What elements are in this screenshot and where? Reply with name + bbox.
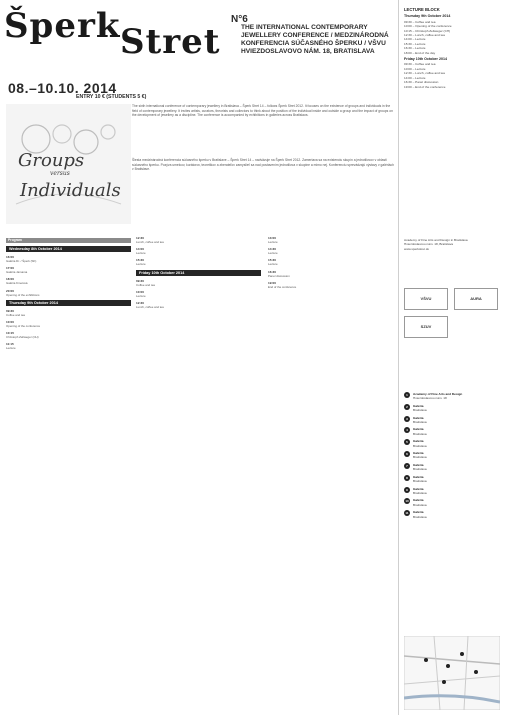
venue-title: Galéria [413,403,424,408]
program-item [268,258,396,266]
program-item [6,255,131,263]
venue-number: 8 [404,475,410,481]
sponsor-logo: AURA [454,288,498,310]
venue-entry [404,487,501,496]
sponsor-logo: SZUV [404,316,448,338]
venue-entry [404,463,501,472]
item-text: Lecture [136,293,146,298]
item-text: Galéria Kmetová [6,281,28,286]
program-item [136,301,261,309]
sidebar [398,0,505,715]
item-time: 16:30 [268,269,276,274]
venue-number: 5 [404,439,410,445]
item-text: Lunch, coffee and tea [136,305,164,310]
venue-number: 2 [404,404,410,410]
program-item [268,236,396,244]
schedule-line: 18:00 – End of the day [404,50,436,55]
day-header: Wednesday 8th October 2014 [6,246,131,252]
item-text: Lecture [268,262,278,267]
schedule-line: 10:00 – Lecture [404,66,426,71]
item-time: 16:00 [6,255,14,259]
item-text: Opening of the conference [6,324,41,329]
item-time: 11:15 [6,342,14,347]
program-column-1 [6,236,131,354]
program-item [6,266,131,274]
venue-number: 6 [404,451,410,457]
sponsor-logo: VŠVU [404,288,448,310]
program-item [136,290,261,298]
venue-title: Galéria [413,462,424,467]
venue-number: 7 [404,463,410,469]
theme-word-individuals: Individuals [20,180,121,201]
venue-entry [404,475,501,484]
schedule-line: 10:15 – Christoph Zellweger (CH) [404,28,451,33]
schedule-line: 12:30 – Lunch, coffee and tea [404,33,445,38]
item-time: 10:00 [6,319,14,324]
venue-title: Galéria [413,451,424,456]
item-text: Christoph Zellweger (CH) [6,335,39,340]
item-text: Lecture [6,346,16,351]
item-text: Galéria Jamama [6,270,28,275]
item-time: 09:30 [136,278,144,283]
sidebar-day: Friday 10th October 2014 [404,57,447,62]
day-header: Friday 10th October 2014 [136,270,261,276]
item-time: 15:30 [136,258,144,263]
item-text: Panel discussion [268,273,290,278]
venue-entry [404,451,501,460]
venue-entry [404,498,501,507]
program-column-2 [136,236,261,312]
venue-address: Bratislava [413,443,427,448]
schedule-line: 16:30 – Panel discussion [404,80,439,85]
item-time: 17:00 [6,266,14,271]
intro-paragraph-en: The sixth international conference of contemporary jewellery in Bratislava – Šperk Stret 14 – follows Šperk Stret 2012. It focuses on the existence of groups and individuals in the field of contemporary jewellery. It invites artists, curators, theorists and collectors to think about the position of the individual inside and outside a group and the impact of groups on the development of jewellery as a discipline. The conference is accompanied by exhibitions in galleries across Bratislava. [132,104,393,118]
schedule-line: 10:00 – Opening of the conference [404,24,452,29]
conference-title: THE INTERNATIONAL CONTEMPORARY JEWELLERY CONFERENCE / MEDZINÁRODNÁ KONFERENCIA SÚČASNÉHO ŠPERKU / VŠVU HVIEZDOSLAVOVO NÁM. 18, BRATISLAVA [241,24,389,55]
item-text: Lecture [136,251,146,256]
item-time: 15:30 [268,258,276,263]
schedule-line: 19:00 – End of the conference [404,84,446,89]
venue-title: Galéria [413,415,424,420]
item-time: 20:00 [6,288,14,293]
item-text: Lecture [136,262,146,267]
program-item [6,320,131,328]
program-item [136,258,261,266]
theme-word-groups: Groups [18,150,85,171]
item-time: 14:30 [268,247,276,252]
schedule-line: 15:30 – Lecture [404,41,426,46]
venue-address: Bratislava [413,408,427,413]
brand-title-line-2: Stret [120,22,221,62]
venue-address: Hviezdoslavovo nám. 18 [413,396,447,401]
venue-number: 1 [404,392,410,398]
venue-number: 11 [405,511,409,516]
venue-address: Bratislava [413,479,427,484]
program-item [268,247,396,255]
venue-address: Bratislava [413,514,427,519]
poster-header [0,0,400,236]
venue-entry [404,404,501,413]
schedule-line: 09:30 – Coffee and tea [404,62,436,67]
venue-address: Bratislava [413,502,427,507]
venue-title: Galéria [413,486,424,491]
venue-address: Bratislava [413,431,427,436]
item-time: 19:00 [268,280,276,285]
venue-entry [404,416,501,425]
venue-entry [404,510,501,519]
item-time: 14:00 [136,247,144,252]
item-text: Lecture [268,240,278,245]
schedule-line: 16:30 – Lecture [404,46,426,51]
venue-address: Bratislava [413,490,427,495]
venue-list [404,392,501,522]
program-item [6,277,131,285]
item-text: Coffee and tea [136,282,155,287]
item-time: 10:15 [6,331,14,336]
item-time: 18:00 [6,277,14,282]
venue-title: Galéria [413,474,424,479]
venue-title: Galéria [413,498,424,503]
venue-address: Bratislava [413,455,427,460]
program-label: Program [6,238,131,243]
program-column-3 [268,236,396,292]
venue-number: 9 [404,487,410,493]
program-item [6,309,131,317]
venue-number: 3 [404,416,410,422]
item-text: Opening of the exhibitions [6,292,40,297]
organizer-line: Academy of Fine Arts and Design in Bratislava [404,238,468,242]
venue-address: Bratislava [413,420,427,425]
venue-title: Academy of Fine Arts and Design [413,392,463,396]
item-text: Lunch, coffee and tea [136,240,164,245]
venue-address: Bratislava [413,467,427,472]
venue-title: Galéria [413,439,424,444]
item-text: Lecture [268,251,278,256]
sidebar-day: Thursday 9th October 2014 [404,14,451,19]
lecture-block [404,8,501,89]
lecture-heading: LECTURE BLOCK [404,7,440,12]
entry-fee: ENTRY 10 € (STUDENTS 5 €) [76,94,147,100]
item-text: Coffee and tea [6,312,25,317]
program-item [136,247,261,255]
schedule-line: 14:00 – Lecture [404,75,426,80]
brand-title-line-1: Šperk [4,6,121,46]
organizers-block [404,238,501,251]
schedule-line: 14:00 – Lecture [404,37,426,42]
program-item [6,331,131,339]
venue-entry [404,439,501,448]
item-time: 09:30 [6,308,14,313]
organizer-link[interactable]: www.sperkstret.sk [404,246,429,251]
item-text: Galéria Dr. / Šperk (SK) [6,259,37,264]
city-map-icon [404,636,500,710]
venue-title: Galéria [413,427,424,432]
conference-dates: 08.–10.10. 2014 [8,80,117,96]
program-item [268,270,396,278]
organizer-line: Hviezdoslavovo nám. 18, Bratislava [404,242,454,247]
item-time: 12:30 [136,236,144,240]
venue-number: 10 [405,499,409,504]
item-time: 13:00 [268,236,276,240]
intro-paragraph-sk: Šiesta medzinárodná konferencia súčasného šperku v Bratislave – Šperk Stret 14 – nadväzuje na Šperk Stret 2012. Zameriava sa na existenciu skupín a jednotlivcov v oblasti súčasného šperku. Pozýva umelcov, kurátorov, teoretikov a zberateľov zamyslieť sa nad postavením jednotlivca v skupine a mimo nej. Konferenciu sprevádzajú výstavy v galériách v Bratislave. [132,158,394,172]
venue-entry [404,392,501,401]
theme-word-versus: versus [50,170,70,177]
schedule-line: 12:30 – Lunch, coffee and tea [404,71,445,76]
venue-title: Galéria [413,510,424,515]
item-time: 12:30 [136,300,144,305]
program-item [6,342,131,350]
item-time: 10:00 [136,289,144,294]
program-item [136,279,261,287]
venue-entry [404,427,501,436]
program-item [136,236,261,244]
item-text: End of the conference [268,284,297,289]
edition-number: N°6 [231,14,248,25]
day-header: Thursday 9th October 2014 [6,300,131,306]
sponsor-logos [404,288,501,383]
program-item [268,281,396,289]
program-item [6,289,131,297]
venue-number: 4 [404,427,410,433]
schedule-line: 09:30 – Coffee and tea [404,19,436,24]
